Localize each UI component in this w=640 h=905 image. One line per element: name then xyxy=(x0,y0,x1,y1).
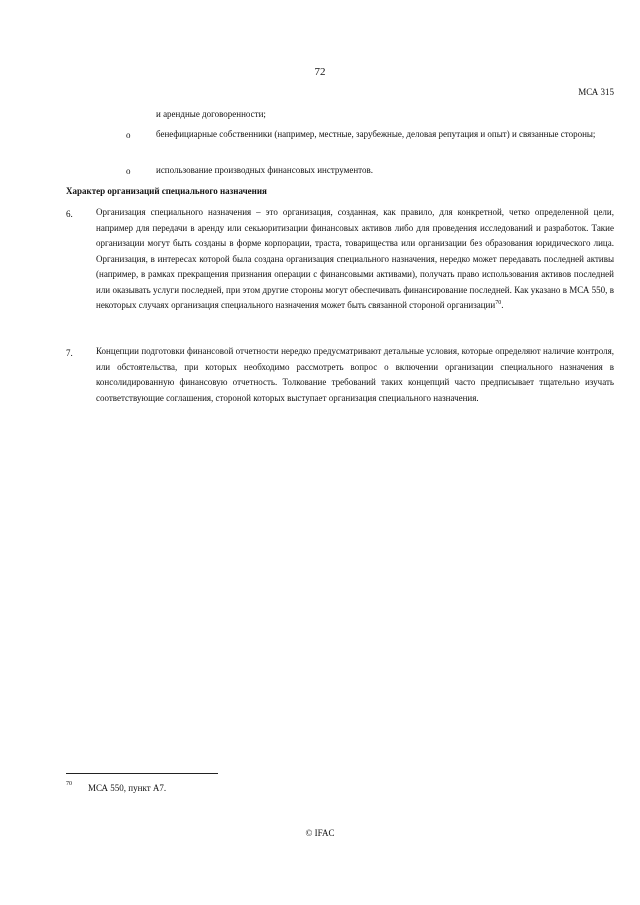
page-number: 72 xyxy=(314,66,326,78)
paragraph: Концепции подготовки финансовой отчетности нередко предусматривают детальные условия, которые определяют наличие контроля, или обстоятельства, при которых необходимо рассмотреть вопрос о включении организации специального назначения в консолидированную финансовую отчетность. Толкование требований таких концепций часто предписывает тщательно изучать соответствующие соглашения, стороной которых выступает организация специального назначения. xyxy=(96,346,614,403)
paragraph-number: 7. xyxy=(66,348,73,358)
bullet-marker: o xyxy=(126,166,131,176)
section-heading: Характер организаций специального назначения xyxy=(66,186,267,196)
paragraph xyxy=(96,205,614,314)
paragraph-text: Организация специального назначения – это организация, созданная, как правило, для конкретной, четко определенной цели, например для передачи в аренду или секьюритизации финансовых активов либо для проведения исследований и разработок. Такие организации могут быть созданы в форме корпорации, траста, товарищества или организации без образования юридического лица. Организация, в интересах которой была создана организация специального назначения, нередко может передавать последней активы (например, в рамках прекращения признания операции с финансовыми активами), получать право использования активов последней или оказывать услуги последней, при этом другие стороны могут обеспечивать финансирование последней. Как указано в МСА 550, в некоторых случаях организация специального назначения может быть связанной стороной организации xyxy=(96,207,614,310)
bullet-item: использование производных финансовых инструментов. xyxy=(156,165,373,175)
bullet-item: бенефициарные собственники (например, местные, зарубежные, деловая репутация и опыт) и связанные стороны; xyxy=(156,129,596,139)
paragraph-end: . xyxy=(501,300,504,310)
footnote-separator xyxy=(66,773,218,774)
footnote-text: МСА 550, пункт А7. xyxy=(88,783,167,793)
paragraph-number: 6. xyxy=(66,209,73,219)
footnote-reference[interactable]: 70 xyxy=(495,300,502,306)
footnote-number: 70 xyxy=(66,781,72,787)
bullet-marker: o xyxy=(126,130,131,140)
continued-text: и арендные договоренности; xyxy=(156,109,266,119)
document-code: МСА 315 xyxy=(578,87,614,97)
copyright: © IFAC xyxy=(305,828,335,838)
